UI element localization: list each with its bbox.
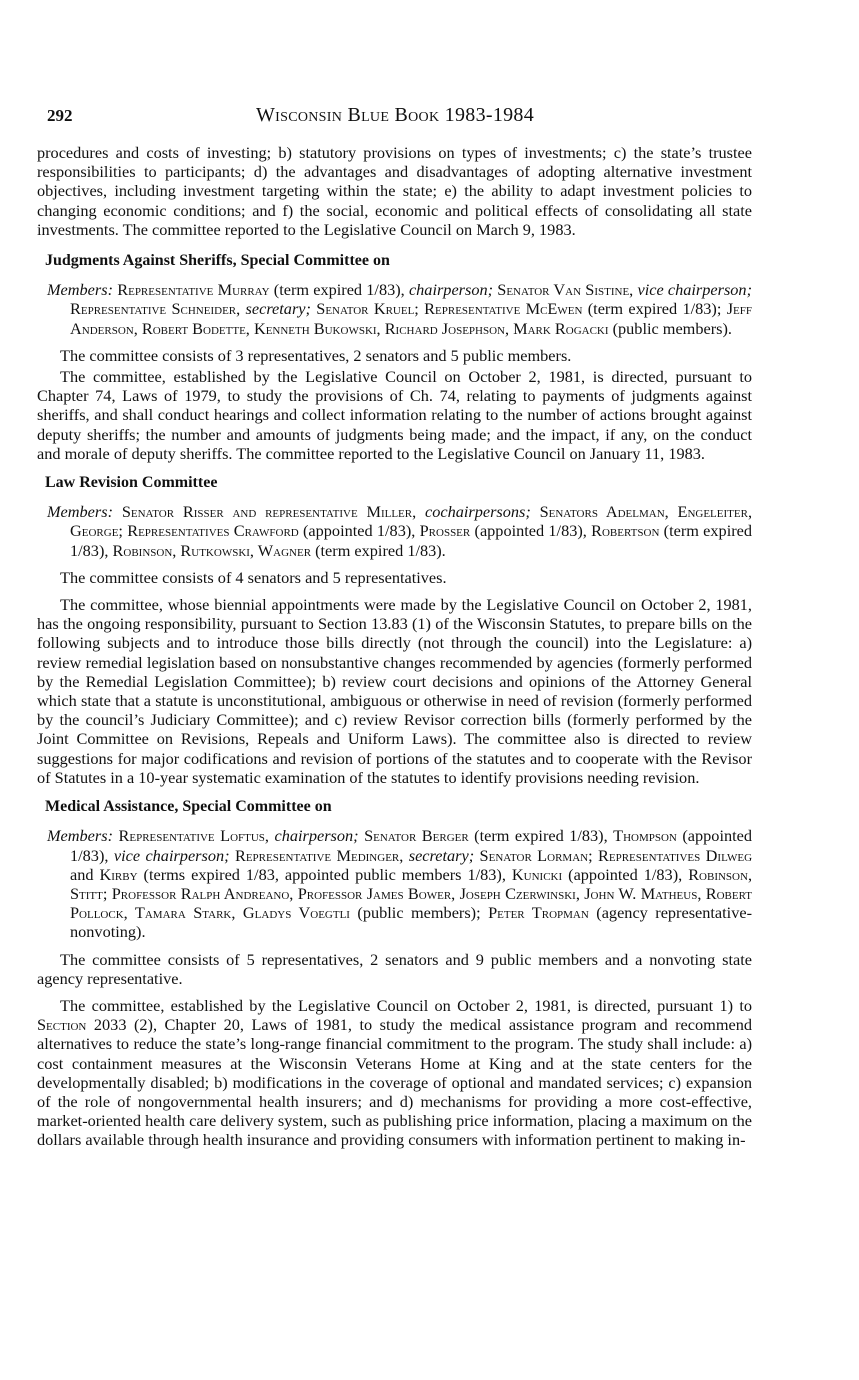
section-heading-medical: Medical Assistance, Special Committee on [45, 798, 332, 816]
member-names: Representative Murray [117, 280, 270, 300]
member-names: Senators Adelman, Engeleiter, George; Representatives Crawford [70, 502, 753, 541]
member-role: secretary; [245, 299, 311, 319]
member-names: Robinson, Stitt; Professor Ralph Andreano, Professor James Bower, Joseph Czerwinski, John W. Matheus, Robert Pollock, Tamara Stark, Gladys Voegtli [70, 864, 753, 923]
member-names: Senator Kruel; Representative McEwen [316, 299, 583, 319]
description-law-revision: The committee, whose biennial appointments were made by the Legislative Council on October 2, 1981, has the ongoing responsibility, pursuant to Section 13.83 (1) of the Wisconsin Statutes, to prepare bills on the following subjects and to introduce those bills directly (not through the council) into the Legislature: a) review remedial legislation based on nonsubstantive changes recommended by agencies (formerly performed by the Remedial Legislation Committee); b) review court decisions and opinions of the Attorney General which state that a statute is unconstitutional, ambiguous or otherwise in need of revision (formerly performed by the council’s Judiciary Committee); and c) review Revisor correction bills (formerly performed by the Joint Committee on Revisions, Repeals and Uniform Laws). The committee also is directed to review suggestions for major codifications and revision of portions of the statutes and to cooperate with the Revisor of Statutes in a 10-year systematic examination of the statutes to identify provisions needing revision. [37, 595, 752, 787]
member-sep [416, 502, 425, 521]
member-role: cochairpersons; [424, 502, 531, 522]
members-label: Members: [47, 502, 114, 522]
member-note: (term expired 1/83), [468, 826, 614, 846]
member-role: chairperson; [274, 826, 359, 846]
description-text: Section [37, 1015, 87, 1035]
description-sheriffs: The committee, established by the Legislative Council on October 2, 1981, is directed, pursuant to Chapter 74, Laws of 1979, to study the provisions of Ch. 74, relating to payments of judgments against sheriffs, and shall conduct hearings and collect information relating to the number of actions brought against deputy sheriffs; the number and amounts of judgments being made; and the impact, if any, on the conduct and morale of deputy sheriffs. The committee reported to the Legislative Council on January 11, 1983. [37, 367, 752, 463]
member-names: Thompson [613, 826, 677, 846]
members-label: Members: [47, 826, 114, 846]
member-names: Robertson [591, 521, 660, 541]
member-note: (term expired 1/83), [70, 521, 753, 560]
member-names: Senator Lorman; Representatives Dilweg [479, 845, 753, 865]
composition-medical: The committee consists of 5 representatives, 2 senators and 9 public members and a nonvoting state agency representative. [37, 949, 752, 988]
member-names: Robinson, Rutkowski, Wagner [112, 540, 312, 560]
member-sep [531, 502, 540, 521]
member-names: Representative Medinger, [234, 845, 404, 865]
member-role: vice chairperson; [113, 845, 230, 865]
member-note: and [70, 864, 100, 884]
member-names: Senator Van Sistine, [497, 280, 634, 300]
members-list-law-revision [40, 502, 752, 560]
page-number: 292 [47, 106, 73, 125]
member-note: (public members); [349, 903, 489, 923]
member-note: (agency representative-nonvoting). [70, 903, 752, 942]
composition-sheriffs: The committee consists of 3 representatives, 2 senators and 5 public members. [60, 345, 572, 365]
member-names: Jeff Anderson, Robert Bodette, Kenneth Bukowski, Richard Josephson, Mark Rogacki [70, 299, 752, 338]
members-label: Members: [47, 280, 114, 300]
member-note: (term expired 1/83). [311, 540, 446, 560]
member-names: Prosser [419, 521, 471, 541]
member-note: (appointed 1/83), [470, 521, 592, 541]
member-note: (term expired 1/83), [269, 280, 409, 300]
section-heading-sheriffs: Judgments Against Sheriffs, Special Committee on [45, 252, 390, 270]
member-note: (appointed 1/83), [70, 826, 752, 865]
description-text: 2033 (2), Chapter 20, Laws of 1981, to study the medical assistance program and recommend alternatives to reduce the state’s long-range financial commitment to the program. The study shall include: a) cost containment measures at the Wisconsin Veterans Home at King and at the state centers for the developmentally disabled; b) modifications in the coverage of optional and mandated services; c) expansion of the role of nongovernmental health insurers; and d) mechanisms for providing a more cost-effective, market-oriented health care delivery system, such as publishing price information, placing a maximum on the dollars available through health insurance and providing consumers with information pertinent to making in- [37, 1015, 752, 1150]
members-list-medical [40, 826, 752, 941]
member-names: Kirby [99, 864, 138, 884]
member-note: (term expired 1/83); [582, 299, 727, 319]
running-title: Wisconsin Blue Book 1983-1984 [256, 104, 535, 126]
member-note: (appointed 1/83), [562, 864, 689, 884]
page-header [47, 104, 767, 132]
member-role: secretary; [408, 845, 475, 865]
body-text [37, 143, 752, 1150]
member-names: Senator Berger [364, 826, 469, 846]
member-names: Representative Loftus, [118, 826, 269, 846]
description-medical [37, 996, 752, 1150]
section-heading-law-revision: Law Revision Committee [45, 474, 218, 492]
member-note: (public members). [608, 318, 732, 338]
description-text: The committee, established by the Legislative Council on October 2, 1981, is directed, pursuant 1) to [60, 995, 752, 1015]
member-names: Peter Tropman [488, 903, 589, 923]
members-list-sheriffs [40, 280, 752, 338]
member-names: Senator Risser and representative Miller, [121, 502, 417, 522]
member-note: (appointed 1/83), [298, 521, 420, 541]
member-role: vice chairperson; [637, 280, 752, 300]
member-role: chairperson; [408, 280, 494, 300]
member-names: Kunicki [511, 864, 563, 884]
member-names: Representative Schneider, [70, 299, 241, 319]
composition-law-revision: The committee consists of 4 senators and 5 representatives. [60, 567, 447, 587]
member-note: (terms expired 1/83, appointed public members 1/83), [137, 864, 512, 884]
intro-paragraph: procedures and costs of investing; b) statutory provisions on types of investments; c) the state’s trustee responsibilities to participants; d) the advantages and disadvantages of adopting alternative investment objectives, including investment targeting within the state; e) the ability to adapt investment policies to changing economic conditions; and f) the social, economic and political effects of consolidating all state investments. The committee reported to the Legislative Council on March 9, 1983. [37, 143, 752, 239]
